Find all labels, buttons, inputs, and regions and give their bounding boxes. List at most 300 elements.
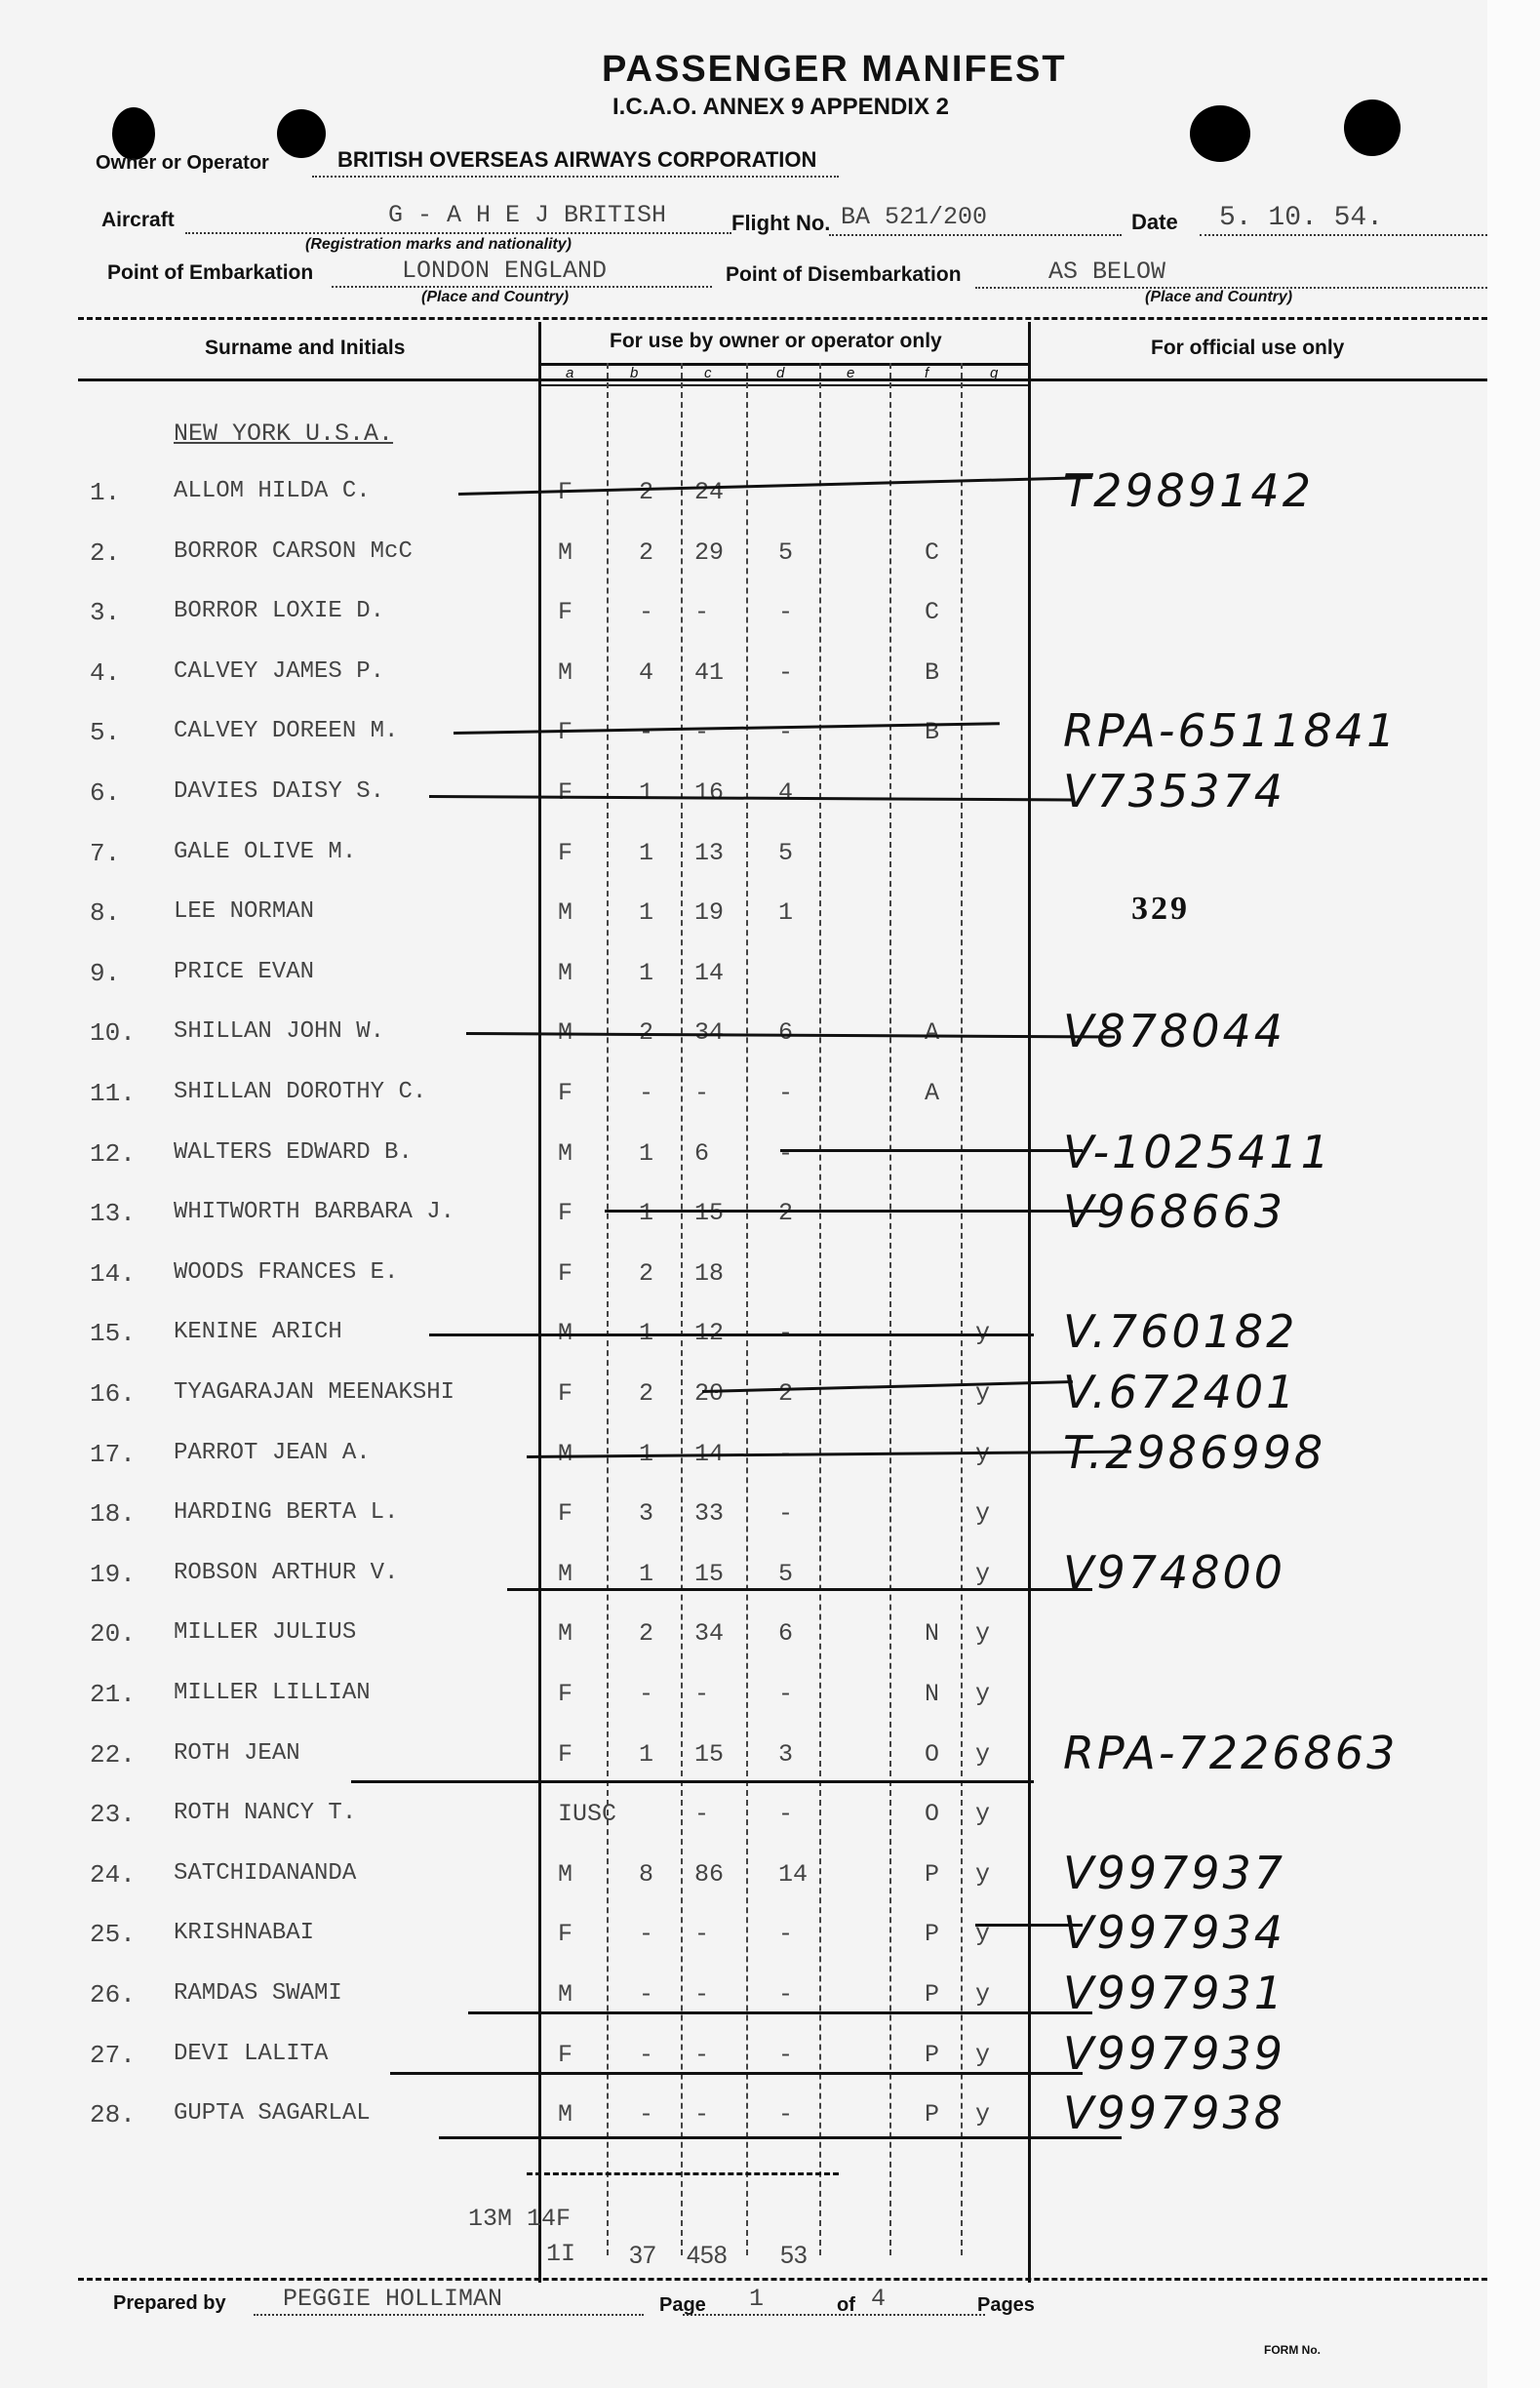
table-row [0,464,1487,517]
cell-d: - [778,657,794,687]
cell-a: M [558,1559,573,1588]
totals-c: 458 [687,2242,728,2269]
cell-c: 34 [694,1018,725,1048]
totals-rule [527,2172,839,2175]
cell-c: 13 [694,838,725,867]
cell-c: 15 [694,1559,725,1588]
cell-c: 15 [694,1199,725,1228]
subcol-f: f [925,365,929,381]
cell-n: 20. [90,1619,136,1650]
cell-c: 41 [694,657,725,687]
cell-name: CALVEY JAMES P. [174,657,385,685]
cell-a: F [558,1739,573,1769]
cell-a: F [558,478,573,506]
registration-note: (Registration marks and nationality) [305,236,572,253]
date-value: 5. 10. 54. [1219,203,1384,233]
cell-a: M [558,1018,573,1048]
cell-name: SHILLAN DOROTHY C. [174,1079,427,1105]
cell-d: 5 [778,1559,794,1588]
cell-n: 2. [90,537,121,568]
cell-b: 4 [639,657,654,687]
cell-g: y [975,1680,991,1708]
prepared-label: Prepared by [113,2292,226,2314]
cell-d: 4 [778,778,794,807]
cell-name: PARROT JEAN A. [174,1439,371,1466]
disembark-value: AS BELOW [1048,258,1166,286]
cell-n: 17. [90,1439,136,1469]
cell-g: y [975,1980,991,2009]
subcol-a: a [566,365,574,381]
table-row [0,658,1487,697]
cell-f: P [925,1920,940,1949]
destination-heading: NEW YORK U.S.A. [174,419,394,448]
cell-c: - [694,2100,710,2129]
prepared-line [254,2314,644,2316]
cell-name: RAMDAS SWAMI [174,1980,342,2007]
table-row [0,891,1487,937]
cell-n: 12. [90,1138,136,1169]
cell-n: 21. [90,1680,136,1709]
aircraft-line [185,232,731,234]
table-row [0,1726,1487,1779]
flight-value: BA 521/200 [841,203,988,231]
cell-c: 12 [694,1319,725,1348]
col-line-f [961,363,963,2255]
cell-a: M [558,1980,573,2009]
cell-official: V.672401 [1063,1366,1298,1418]
cell-name: LEE NORMAN [174,898,315,926]
ink-stroke-22 [351,1780,1034,1783]
subcol-c: c [704,365,712,381]
totals-b: 37 [629,2242,656,2269]
ink-stroke-26 [468,2011,1092,2014]
cell-a: F [558,838,573,867]
cell-f: N [925,1619,940,1649]
cell-d: - [778,2040,794,2069]
col-line-c [746,363,748,2255]
ink-stroke-27 [390,2072,1083,2075]
page-value: 1 [749,2285,765,2313]
cell-c: 6 [694,1138,710,1168]
col-line-e [889,363,891,2255]
cell-official: RPA-6511841 [1063,704,1399,758]
cell-d: - [778,718,794,747]
cell-a: F [558,1680,573,1708]
cell-d: - [778,598,794,627]
cell-b: - [639,1980,654,2009]
ink-stroke-15 [429,1333,1034,1336]
cell-n: 19. [90,1559,136,1589]
cell-n: 27. [90,2040,136,2070]
cell-name: GUPTA SAGARLAL [174,2100,371,2128]
cell-b: 1 [639,838,654,867]
cell-n: 15. [90,1319,136,1349]
cell-b: - [639,1079,654,1107]
cell-g: y [975,1319,991,1348]
cell-c: 19 [694,898,725,928]
cell-official: 329 [1131,891,1190,928]
embark-value: LONDON ENGLAND [402,257,608,285]
cell-c: - [694,1079,710,1107]
cell-d: 3 [778,1739,794,1769]
cell-a: M [558,958,573,987]
cell-g: y [975,2040,991,2069]
embark-note: (Place and Country) [421,289,570,305]
owner-label: Owner or Operator [96,152,269,174]
disembark-note: (Place and Country) [1145,289,1293,305]
cell-name: SATCHIDANANDA [174,1859,357,1887]
table-row [0,1619,1487,1658]
cell-n: 4. [90,657,121,688]
table-row [0,1185,1487,1239]
cell-official: V878044 [1063,1005,1286,1058]
subcol-g: g [990,365,999,381]
cell-b: 1 [639,958,654,987]
cell-b: - [639,2040,654,2069]
cell-a: F [558,1499,573,1529]
aircraft-label: Aircraft [101,209,175,231]
cell-b: - [639,2100,654,2129]
cell-n: 10. [90,1018,136,1049]
cell-b: 8 [639,1859,654,1889]
ink-stroke-28 [439,2136,1122,2139]
cell-d: 2 [778,1199,794,1228]
cell-b: - [639,1680,654,1708]
date-line [1200,234,1487,236]
table-row [0,598,1487,637]
ink-stroke-12 [780,1149,1083,1152]
cell-n: 28. [90,2100,136,2130]
cell-c: 16 [694,778,725,807]
cell-official: V735374 [1063,765,1286,817]
cell-d: 5 [778,537,794,567]
subcol-d: d [776,365,785,381]
table-bottom-rule [78,2278,1487,2281]
cell-name: KRISHNABAI [174,1920,315,1947]
cell-a: F [558,1199,573,1228]
cell-b: - [639,598,654,627]
cell-n: 24. [90,1859,136,1890]
cell-official: V968663 [1063,1185,1286,1239]
table-row [0,1499,1487,1538]
owner-value: BRITISH OVERSEAS AIRWAYS CORPORATION [337,147,817,172]
cell-n: 25. [90,1920,136,1950]
table-row [0,704,1487,758]
cell-n: 7. [90,838,121,868]
cell-b: 1 [639,1319,654,1348]
cell-c: 15 [694,1739,725,1769]
cell-official: V-1025411 [1063,1125,1332,1178]
cell-a: F [558,2040,573,2069]
cell-f: A [925,1079,940,1107]
ink-stroke-19 [507,1588,1092,1591]
cell-name: CALVEY DOREEN M. [174,718,399,745]
owner-line [312,176,839,178]
cell-n: 5. [90,718,121,748]
cell-f: P [925,2040,940,2069]
cell-n: 6. [90,778,121,808]
table-row [0,1305,1487,1359]
cell-official: RPA-7226863 [1063,1726,1399,1779]
cell-f: P [925,2100,940,2129]
cell-d: - [778,1138,794,1168]
cell-n: 13. [90,1199,136,1229]
cell-b: - [639,1920,654,1949]
cell-n: 26. [90,1980,136,2010]
date-label: Date [1131,210,1178,234]
cell-name: BORROR CARSON McC [174,537,413,565]
cell-a: M [558,1619,573,1649]
cell-g: y [975,1439,991,1468]
cell-d: - [778,1980,794,2009]
cell-a: M [558,657,573,687]
cell-c: 34 [694,1619,725,1649]
subcol-e: e [847,365,855,381]
cell-d: - [778,1920,794,1949]
cell-official: V.760182 [1063,1305,1298,1359]
cell-c: - [694,1680,710,1708]
cell-name: WHITWORTH BARBARA J. [174,1199,455,1226]
table-row [0,1545,1487,1599]
cell-b: 1 [639,1439,654,1468]
disembark-label: Point of Disembarkation [726,263,962,286]
cell-a: M [558,1439,573,1468]
table-row [0,1259,1487,1298]
cell-b: 1 [639,1739,654,1769]
scan-margin [1487,0,1540,2388]
table-row [0,1125,1487,1178]
table-row [0,959,1487,998]
cell-n: 18. [90,1499,136,1530]
pages-line [683,2314,985,2316]
cell-b: 2 [639,1258,654,1288]
cell-g: y [975,1739,991,1769]
cell-a: M [558,1319,573,1348]
table-row [0,1079,1487,1118]
cell-name: MILLER LILLIAN [174,1680,371,1706]
embark-label: Point of Embarkation [107,261,314,284]
punch-hole-right-2 [1344,100,1401,156]
cell-f: N [925,1680,940,1708]
cell-f: B [925,718,940,747]
cell-d: 6 [778,1018,794,1048]
cell-a: F [558,598,573,627]
cell-g: y [975,1499,991,1529]
cell-official: T.2986998 [1063,1425,1326,1479]
totals-a: 1I [546,2240,576,2268]
cell-g: y [975,1800,991,1829]
form-title: PASSENGER MANIFEST [602,49,1067,90]
table-row [0,2087,1487,2140]
cell-g: y [975,1859,991,1889]
cell-a: IUSC [558,1800,617,1829]
cell-c: - [694,1800,710,1829]
cell-n: 14. [90,1258,136,1289]
cell-d: - [778,1079,794,1107]
cell-n: 9. [90,958,121,988]
col-line-a [607,363,609,2255]
cell-a: F [558,1920,573,1949]
cell-d: 2 [778,1379,794,1408]
cell-name: KENINE ARICH [174,1319,342,1346]
cell-a: F [558,1079,573,1107]
cell-g: y [975,1559,991,1588]
cell-official: V997938 [1063,2087,1286,2140]
cell-name: PRICE EVAN [174,958,315,985]
cell-name: ROTH JEAN [174,1739,300,1767]
table-row [0,839,1487,878]
cell-name: WOODS FRANCES E. [174,1258,399,1286]
cell-b: 2 [639,1018,654,1048]
cell-c: - [694,1920,710,1949]
cell-f: A [925,1018,940,1048]
cell-g: y [975,2100,991,2129]
cell-f: B [925,657,940,687]
col-header-owner: For use by owner or operator only [610,330,942,352]
table-row [0,1680,1487,1719]
subcol-b: b [630,365,639,381]
cell-c: 86 [694,1859,725,1889]
cell-n: 3. [90,598,121,628]
table-row [0,1425,1487,1479]
cell-a: M [558,537,573,567]
cell-name: ROBSON ARTHUR V. [174,1559,399,1586]
cell-c: 33 [694,1499,725,1529]
cell-a: M [558,1859,573,1889]
cell-n: 22. [90,1739,136,1770]
cell-b: 1 [639,1199,654,1228]
cell-f: O [925,1739,940,1769]
cell-c: 14 [694,1439,725,1468]
cell-c: 29 [694,537,725,567]
cell-b: - [639,718,654,747]
totals-mf: 13M 14F [468,2205,572,2233]
ink-stroke-13 [605,1210,1102,1213]
cell-b: 2 [639,478,654,506]
cell-b: 1 [639,778,654,807]
cell-d: 14 [778,1859,809,1889]
col-header-names: Surname and Initials [205,337,406,359]
cell-a: F [558,1379,573,1408]
cell-c: 18 [694,1258,725,1288]
cell-f: O [925,1800,940,1829]
cell-b: 3 [639,1499,654,1529]
cell-b: 1 [639,1138,654,1168]
cell-f: P [925,1980,940,2009]
cell-d: - [778,1439,794,1468]
punch-hole-right [1190,105,1250,162]
cell-official: V997937 [1063,1846,1286,1899]
table-row [0,1846,1487,1899]
flight-line [829,234,1122,236]
cell-name: DAVIES DAISY S. [174,778,385,805]
cell-official: T2989142 [1063,464,1314,517]
cell-b: 1 [639,898,654,928]
table-row [0,538,1487,577]
cell-n: 16. [90,1379,136,1409]
table-row [0,1005,1487,1058]
cell-a: M [558,898,573,928]
cell-g: y [975,1619,991,1649]
cell-n: 1. [90,478,121,507]
cell-f: C [925,537,940,567]
cell-name: TYAGARAJAN MEENAKSHI [174,1379,455,1406]
cell-d: 1 [778,898,794,928]
of-label: of [837,2294,855,2316]
table-row [0,1906,1487,1960]
cell-name: HARDING BERTA L. [174,1499,399,1527]
cell-name: GALE OLIVE M. [174,838,357,865]
cell-c: - [694,2040,710,2069]
cell-f: P [925,1859,940,1889]
cell-c: - [694,598,710,627]
table-top-rule [78,317,1487,320]
cell-n: 23. [90,1800,136,1830]
col-line-b [681,363,683,2255]
cell-official: V997931 [1063,1967,1286,2019]
cell-b: 2 [639,1379,654,1408]
cell-a: F [558,778,573,807]
punch-hole-left-2 [277,109,326,158]
form-number: FORM No. [1264,2343,1321,2357]
cell-c: 24 [694,478,725,506]
cell-name: DEVI LALITA [174,2040,329,2067]
cell-g: y [975,1379,991,1408]
cell-name: SHILLAN JOHN W. [174,1018,385,1046]
col-line-d [819,363,821,2255]
cell-f: C [925,598,940,627]
ink-stroke-24 [975,1924,1083,1927]
cell-name: ALLOM HILDA C. [174,478,371,504]
cell-n: 11. [90,1079,136,1108]
cell-official: V974800 [1063,1545,1286,1599]
cell-d: - [778,1499,794,1529]
prepared-value: PEGGIE HOLLIMAN [283,2285,503,2313]
aircraft-value: G - A H E J BRITISH [388,201,667,229]
cell-c: 14 [694,958,725,987]
cell-d: 6 [778,1619,794,1649]
cell-d: 5 [778,838,794,867]
cell-b: 2 [639,537,654,567]
cell-d: - [778,1319,794,1348]
cell-d: - [778,1680,794,1708]
totals-d: 53 [780,2242,808,2269]
cell-c: - [694,718,710,747]
cell-d: - [778,1800,794,1829]
cell-a: F [558,718,573,747]
table-row [0,1800,1487,1839]
cell-a: M [558,1138,573,1168]
cell-official: V997939 [1063,2026,1286,2080]
cell-d: - [778,2100,794,2129]
cell-n: 8. [90,898,121,929]
cell-a: F [558,1258,573,1288]
cell-a: M [558,2100,573,2129]
pages-label: Pages [977,2294,1035,2316]
header-bottom-rule-2 [538,384,1028,386]
form-subtitle: I.C.A.O. ANNEX 9 APPENDIX 2 [612,94,949,120]
cell-name: WALTERS EDWARD B. [174,1138,413,1166]
embark-line [332,286,712,288]
flight-label: Flight No. [731,211,831,235]
cell-name: MILLER JULIUS [174,1619,357,1647]
cell-c: - [694,1980,710,2009]
col-header-official: For official use only [1151,337,1345,359]
cell-name: ROTH NANCY T. [174,1800,357,1827]
cell-g: y [975,1920,991,1949]
of-value: 4 [871,2285,887,2313]
cell-name: BORROR LOXIE D. [174,598,385,625]
